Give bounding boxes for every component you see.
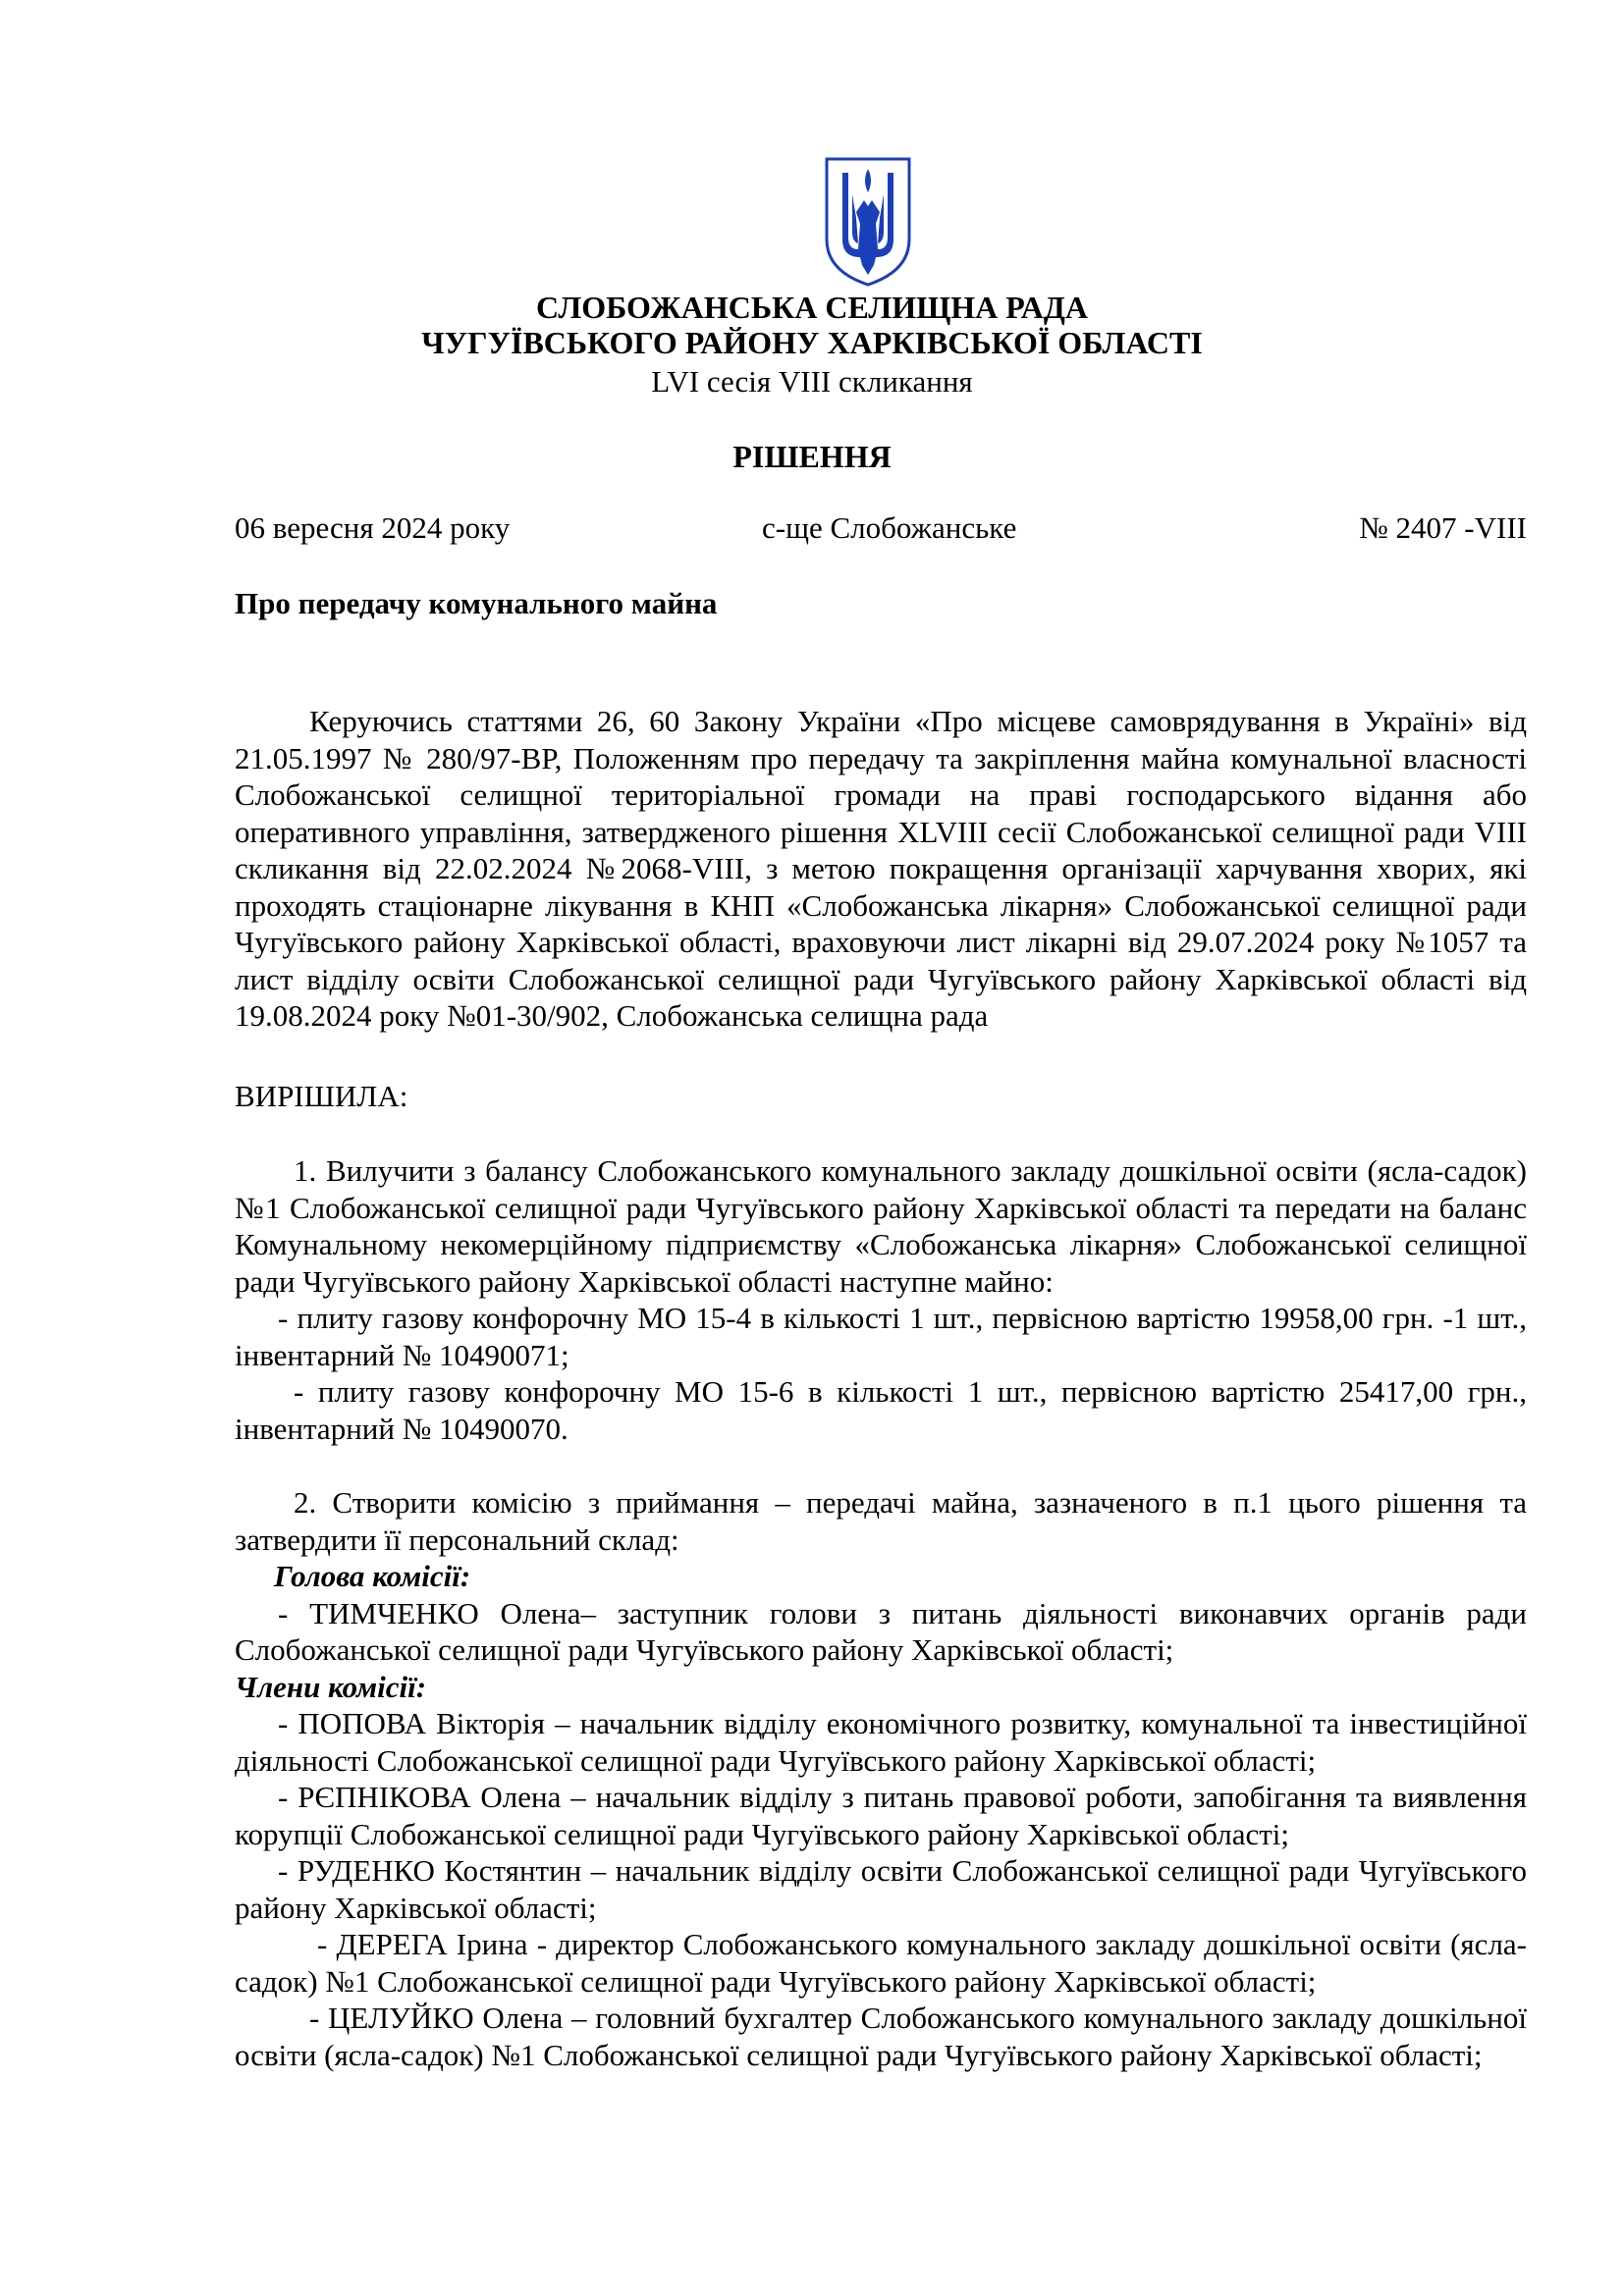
doc-number: № 2407 -VIII bbox=[1359, 510, 1527, 545]
doc-type-title: РІШЕННЯ bbox=[732, 439, 892, 474]
resolved-block bbox=[235, 1078, 1527, 1115]
item2-block bbox=[235, 1484, 1527, 2073]
session-label: LVI сесія VIII скликання bbox=[651, 364, 973, 399]
resolved-label: ВИРІШИЛА: bbox=[235, 1079, 408, 1113]
item1-text: 1. Вилучити з балансу Слобожанського комунального закладу дошкільної освіти (ясла-садок) №1 Слобожанської селищної ради Чугуївського району Харківської області та передати на баланс Комунальному некомерційному підприємству «Слобожанська лікарня» Слобожанської селищної ради Чугуївського району Харківської області наступне майно: bbox=[235, 1153, 1527, 1299]
doc-subject: Про передачу комунального майна bbox=[235, 586, 718, 620]
member-2-text: - РЄПНІКОВА Олена – начальник відділу з питань правової роботи, запобігання та виявлення корупції Слобожанської селищної ради Чугуївського району Харківської області; bbox=[235, 1780, 1527, 1851]
members-label: Члени комісії: bbox=[235, 1669, 427, 1704]
item1-a-text: - плиту газову конфорочну МО 15-4 в кількості 1 шт., первісною вартістю 19958,00 грн. -1 шт., інвентарний № 10490071; bbox=[235, 1301, 1527, 1372]
coat-of-arms-icon bbox=[823, 155, 913, 289]
council-name: СЛОБОЖАНСЬКА СЕЛИЩНА РАДА bbox=[536, 290, 1088, 325]
preamble-block bbox=[235, 703, 1527, 1035]
doc-place: с-ще Слобожанське bbox=[762, 510, 1017, 545]
member-1-text: - ПОПОВА Вікторія – начальник відділу економічного розвитку, комунальної та інвестиційної діяльності Слобожанської селищної ради Чугуївського району Харківської області; bbox=[235, 1706, 1527, 1778]
meta-row bbox=[235, 510, 1527, 550]
district-name: ЧУГУЇВСЬКОГО РАЙОНУ ХАРКІВСЬКОЇ ОБЛАСТІ bbox=[421, 325, 1203, 360]
item1-b-text: - плиту газову конфорочну МО 15-6 в кількості 1 шт., первісною вартістю 25417,00 грн., інвентарний № 10490070. bbox=[235, 1374, 1527, 1446]
preamble-text: Керуючись статтями 26, 60 Закону України «Про місцеве самоврядування в Україні» від 21.05.1997 № 280/97-ВР, Положенням про передачу та закріплення майна комунальної власності Слобожанської селищної територіальної громади на праві господарського відання або оперативного управління, затвердженого рішення XLVIII сесії Слобожанської селищної ради VIII скликання від 22.02.2024 №2068-VIII, з метою покращення організації харчування хворих, які проходять стаціонарне лікування в КНП «Слобожанська лікарня» Слобожанської селищної ради Чугуївського району Харківської області, враховуючи лист лікарні від 29.07.2024 року №1057 та лист відділу освіти Слобожанської селищної ради Чугуївського району Харківської області від 19.08.2024 року №01-30/902, Слобожанська селищна рада bbox=[235, 704, 1527, 1033]
member-3-text: - РУДЕНКО Костянтин – начальник відділу освіти Слобожанської селищної ради Чугуївського району Харківської області; bbox=[235, 1853, 1527, 1925]
chair-label: Голова комісії: bbox=[274, 1559, 471, 1593]
item1-block bbox=[235, 1152, 1527, 1447]
item2-text: 2. Створити комісію з приймання – передачі майна, зазначеного в п.1 цього рішення та затвердити її персональний склад: bbox=[235, 1485, 1527, 1557]
chair-text: - ТИМЧЕНКО Олена– заступник голови з питань діяльності виконавчих органів ради Слобожанської селищної ради Чугуївського району Харківської області; bbox=[235, 1595, 1527, 1667]
member-4-text: - ДЕРЕГА Ірина - директор Слобожанського комунального закладу дошкільної освіти (ясла-садок) №1 Слобожанської селищної ради Чугуївського району Харківської області; bbox=[235, 1927, 1527, 1999]
member-5-text: - ЦЕЛУЙКО Олена – головний бухгалтер Слобожанського комунального закладу дошкільної освіти (ясла-садок) №1 Слобожанської селищної ради Чугуївського району Харківської області; bbox=[235, 2001, 1527, 2072]
doc-date: 06 вересня 2024 року bbox=[235, 510, 511, 545]
